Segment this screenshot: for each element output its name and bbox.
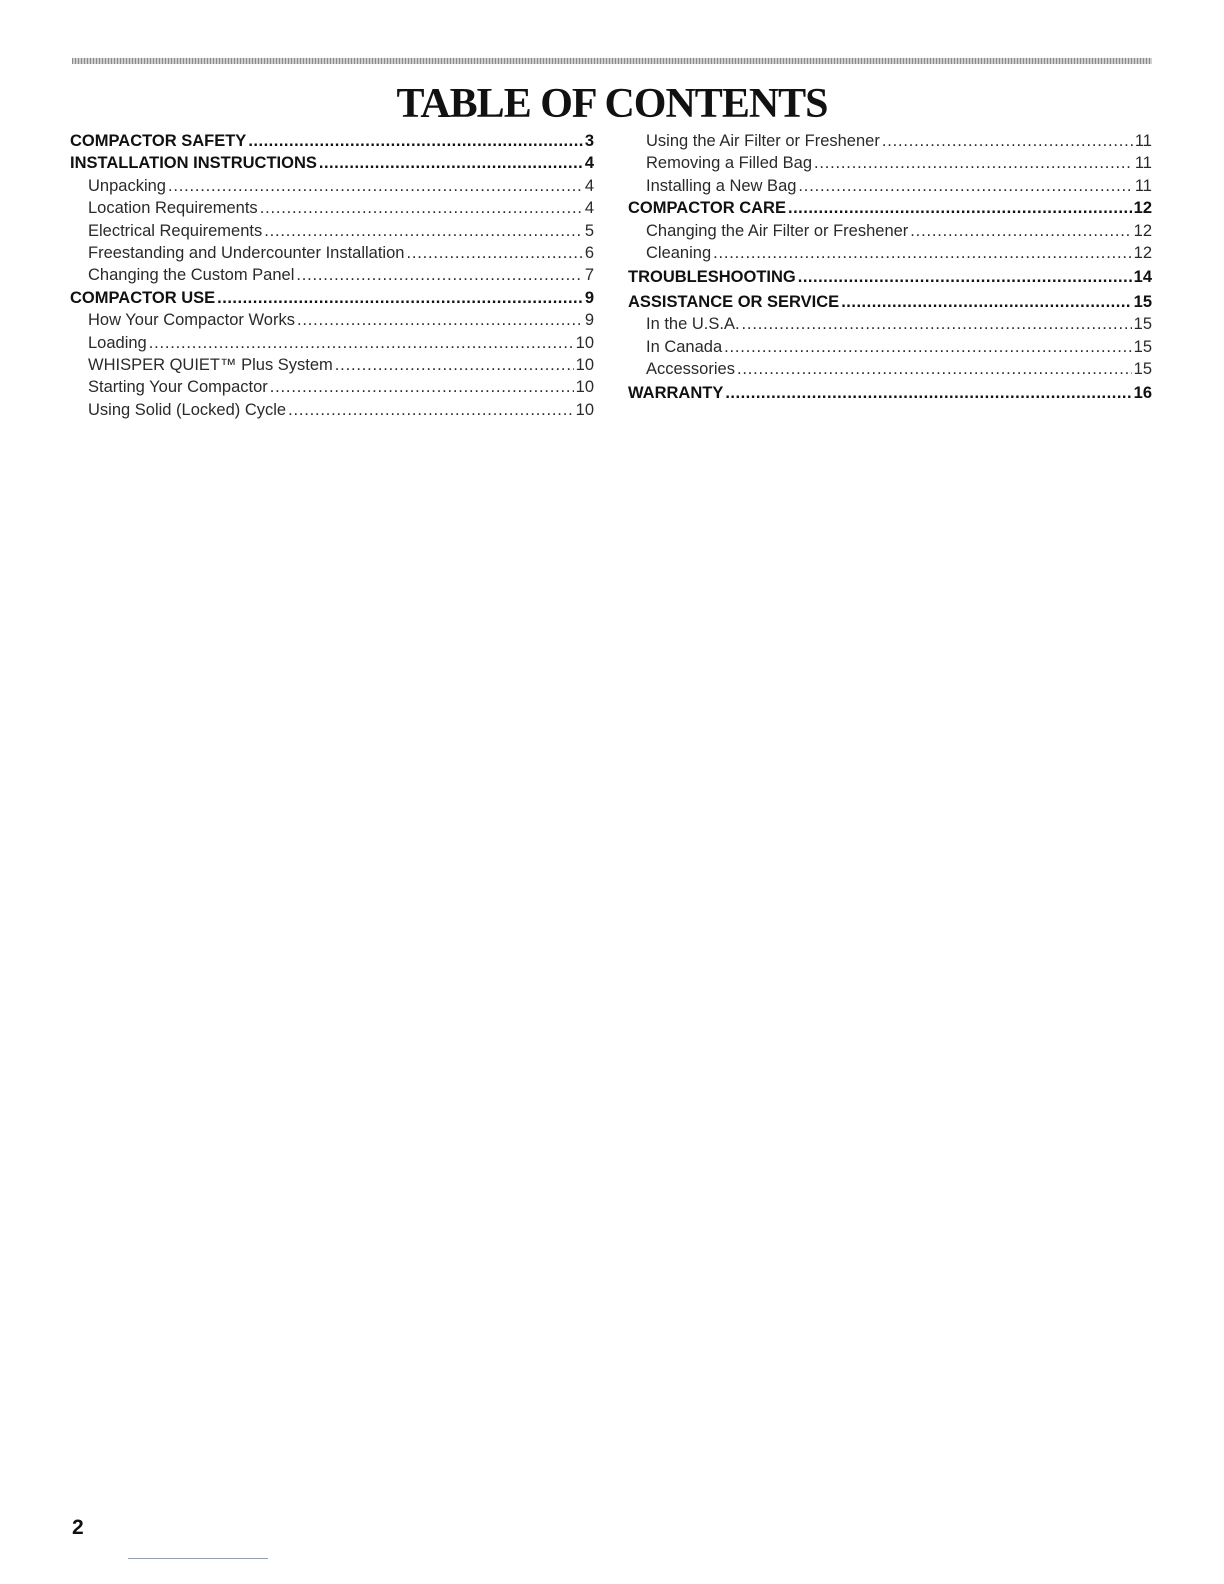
toc-entry-page: 4 bbox=[584, 176, 594, 195]
toc-entry-page: 11 bbox=[1134, 132, 1152, 150]
dot-leader bbox=[217, 287, 583, 309]
toc-entry-page: 10 bbox=[575, 333, 594, 352]
toc-entry-label: Changing the Air Filter or Freshener bbox=[646, 221, 909, 240]
toc-entry-page: 10 bbox=[575, 378, 594, 397]
toc-subsection-entry[interactable] bbox=[628, 358, 1152, 380]
toc-entry-page: 15 bbox=[1133, 359, 1152, 378]
toc-entry-label: WARRANTY bbox=[628, 384, 724, 403]
toc-entry-label: Using Solid (Locked) Cycle bbox=[88, 400, 287, 419]
toc-subsection-entry[interactable] bbox=[628, 313, 1152, 335]
toc-entry-page: 15 bbox=[1133, 337, 1152, 356]
dot-leader bbox=[841, 291, 1131, 313]
dot-leader bbox=[149, 332, 574, 354]
dot-leader bbox=[270, 376, 574, 398]
dot-leader bbox=[742, 313, 1132, 335]
toc-entry-label: Cleaning bbox=[646, 243, 712, 262]
toc-entry-page: 12 bbox=[1133, 199, 1152, 218]
dot-leader bbox=[798, 175, 1132, 197]
toc-subsection-entry[interactable] bbox=[628, 336, 1152, 358]
toc-entry-page: 15 bbox=[1133, 315, 1152, 334]
dot-leader bbox=[724, 336, 1131, 358]
toc-entry-label: Using the Air Filter or Freshener bbox=[646, 132, 880, 150]
toc-entry-page: 12 bbox=[1133, 221, 1152, 240]
toc-entry-label: How Your Compactor Works bbox=[88, 311, 295, 330]
dot-leader bbox=[297, 309, 583, 331]
toc-entry-label: WHISPER QUIET™ Plus System bbox=[88, 355, 333, 374]
toc-subsection-entry[interactable] bbox=[70, 376, 594, 398]
toc-entry-page: 15 bbox=[1133, 292, 1152, 311]
toc-entry-page: 4 bbox=[584, 199, 594, 218]
dot-leader bbox=[335, 354, 574, 376]
dot-leader bbox=[168, 175, 583, 197]
footer-divider bbox=[128, 1558, 268, 1559]
toc-subsection-entry[interactable] bbox=[70, 399, 594, 421]
toc-entry-page: 7 bbox=[584, 266, 594, 285]
toc-section-entry[interactable] bbox=[70, 152, 594, 174]
toc-entry-page: 6 bbox=[584, 243, 594, 262]
toc-subsection-entry[interactable] bbox=[628, 242, 1152, 264]
toc-subsection-entry[interactable] bbox=[628, 130, 1152, 152]
toc-entry-label: Unpacking bbox=[88, 176, 166, 195]
toc-entry-label: Installing a New Bag bbox=[646, 176, 797, 195]
toc-subsection-entry[interactable] bbox=[70, 354, 594, 376]
toc-entry-label: INSTALLATION INSTRUCTIONS bbox=[70, 154, 317, 173]
dot-leader bbox=[319, 152, 583, 174]
page-number: 2 bbox=[72, 1516, 84, 1539]
toc-entry-page: 11 bbox=[1134, 176, 1152, 195]
toc-entry-page: 10 bbox=[575, 400, 594, 419]
dot-leader bbox=[713, 242, 1132, 264]
toc-entry-label: In the U.S.A. bbox=[646, 315, 740, 334]
dot-leader bbox=[910, 220, 1131, 242]
top-decorative-rule bbox=[72, 58, 1152, 64]
toc-entry-label: Location Requirements bbox=[88, 199, 258, 218]
dot-leader bbox=[248, 130, 583, 152]
toc-entry-label: Changing the Custom Panel bbox=[88, 266, 295, 285]
toc-subsection-entry[interactable] bbox=[70, 175, 594, 197]
toc-section-entry[interactable] bbox=[628, 382, 1152, 404]
toc-entry-page: 16 bbox=[1133, 384, 1152, 403]
dot-leader bbox=[260, 197, 583, 219]
dot-leader bbox=[737, 358, 1132, 380]
toc-subsection-entry[interactable] bbox=[628, 175, 1152, 197]
toc-subsection-entry[interactable] bbox=[70, 242, 594, 264]
toc-entry-label: Removing a Filled Bag bbox=[646, 154, 812, 173]
toc-entry-label: COMPACTOR CARE bbox=[628, 199, 786, 218]
toc-entry-page: 5 bbox=[584, 221, 594, 240]
toc-subsection-entry[interactable] bbox=[628, 152, 1152, 174]
toc-entry-label: ASSISTANCE OR SERVICE bbox=[628, 292, 840, 311]
toc-entry-label: Starting Your Compactor bbox=[88, 378, 268, 397]
toc-left-column bbox=[70, 130, 594, 421]
toc-entry-label: Loading bbox=[88, 333, 147, 352]
toc-entry-label: TROUBLESHOOTING bbox=[628, 268, 796, 287]
toc-subsection-entry[interactable] bbox=[70, 332, 594, 354]
toc-entry-page: 12 bbox=[1133, 243, 1152, 262]
page-title: TABLE OF CONTENTS bbox=[396, 81, 828, 127]
toc-subsection-entry[interactable] bbox=[70, 197, 594, 219]
toc-entry-page: 14 bbox=[1133, 268, 1152, 287]
toc-entry-label: Accessories bbox=[646, 359, 735, 378]
toc-entry-label: Electrical Requirements bbox=[88, 221, 263, 240]
dot-leader bbox=[814, 152, 1133, 174]
toc-entry-label: COMPACTOR SAFETY bbox=[70, 132, 247, 150]
dot-leader bbox=[296, 264, 582, 286]
dot-leader bbox=[264, 220, 583, 242]
dot-leader bbox=[288, 399, 574, 421]
toc-subsection-entry[interactable] bbox=[70, 309, 594, 331]
toc-section-entry[interactable] bbox=[628, 197, 1152, 219]
toc-subsection-entry[interactable] bbox=[628, 220, 1152, 242]
toc-entry-page: 9 bbox=[584, 311, 594, 330]
toc-entry-label: In Canada bbox=[646, 337, 723, 356]
toc-section-entry[interactable] bbox=[628, 266, 1152, 288]
dot-leader bbox=[788, 197, 1132, 219]
toc-subsection-entry[interactable] bbox=[70, 264, 594, 286]
dot-leader bbox=[798, 266, 1132, 288]
toc-entry-page: 4 bbox=[584, 154, 594, 173]
dot-leader bbox=[882, 130, 1133, 152]
toc-right-column bbox=[628, 130, 1152, 405]
toc-section-entry[interactable] bbox=[70, 287, 594, 309]
toc-subsection-entry[interactable] bbox=[70, 220, 594, 242]
toc-entry-page: 11 bbox=[1134, 154, 1152, 173]
toc-entry-page: 10 bbox=[575, 355, 594, 374]
toc-entry-label: COMPACTOR USE bbox=[70, 288, 216, 307]
dot-leader bbox=[406, 242, 582, 264]
toc-section-entry[interactable] bbox=[70, 130, 594, 152]
toc-section-entry[interactable] bbox=[628, 291, 1152, 313]
toc-entry-label: Freestanding and Undercounter Installation bbox=[88, 243, 405, 262]
dot-leader bbox=[725, 382, 1131, 404]
toc-entry-page: 3 bbox=[584, 132, 594, 150]
toc-entry-page: 9 bbox=[584, 288, 594, 307]
